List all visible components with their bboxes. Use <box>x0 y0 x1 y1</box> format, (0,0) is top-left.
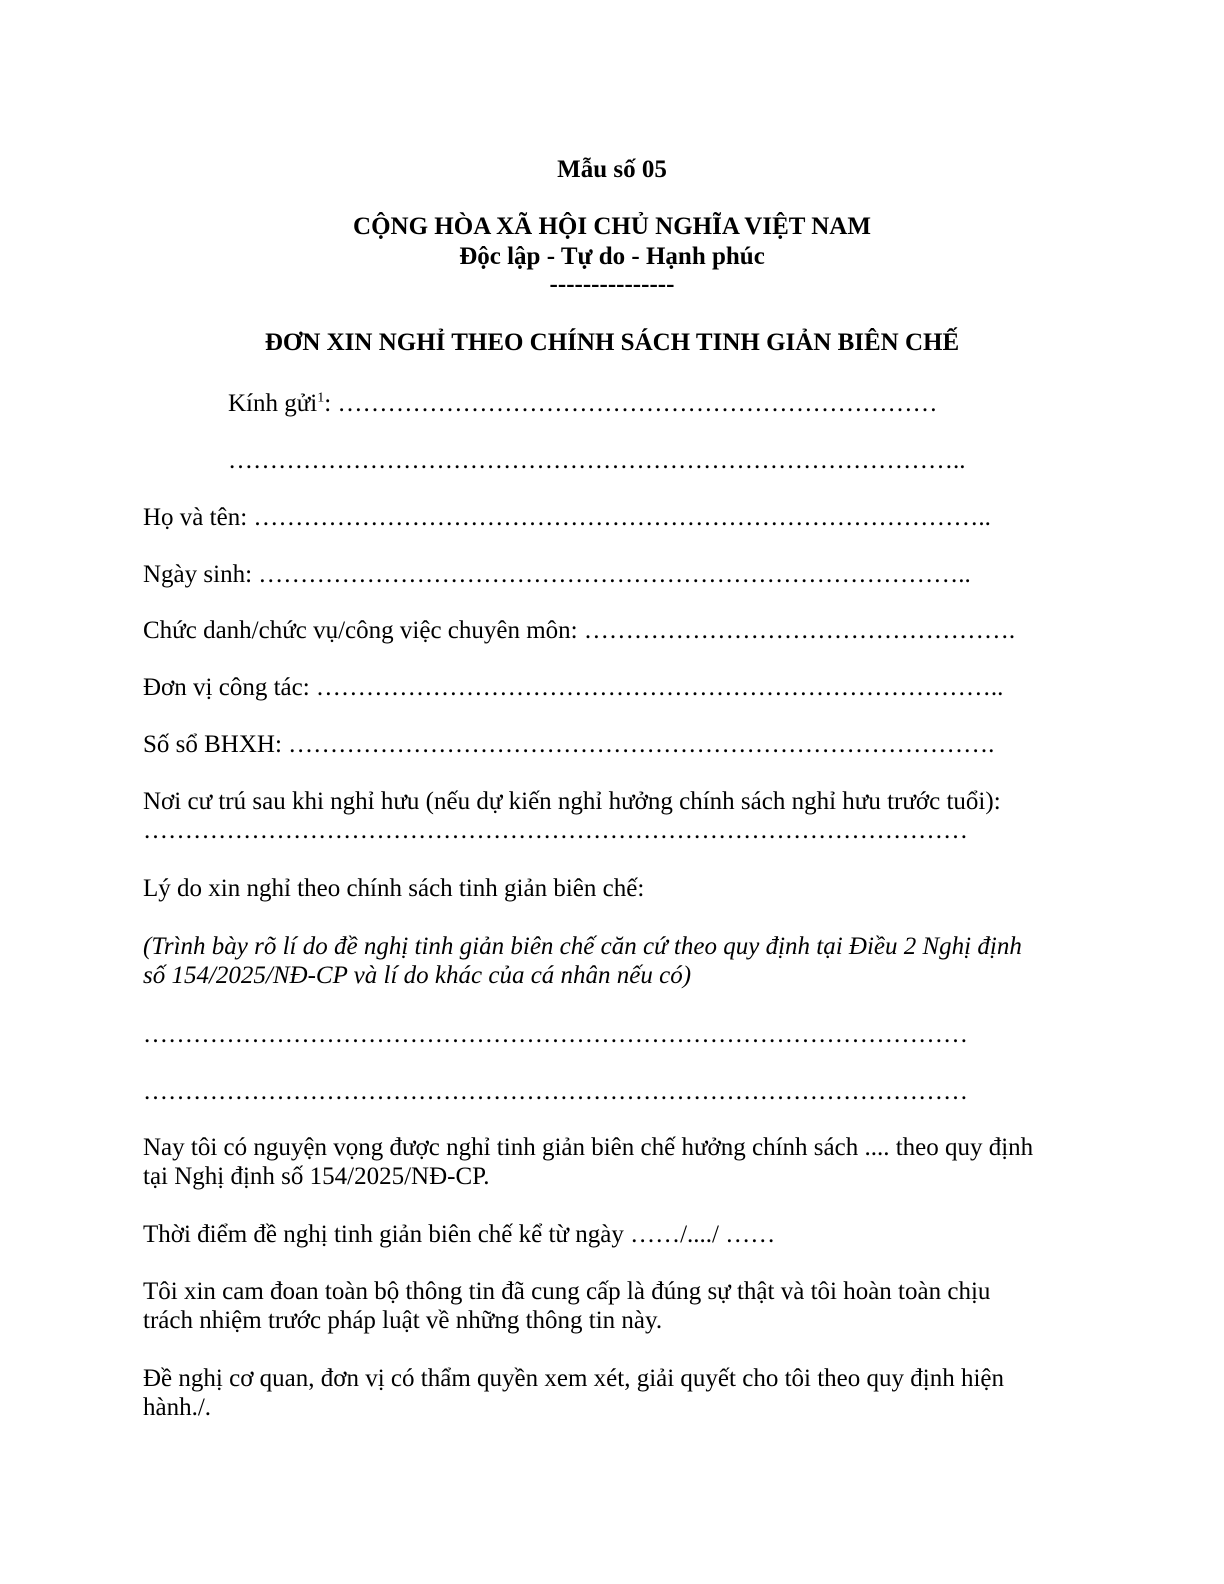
commitment-line-2: trách nhiệm trước pháp luật về những thông tin này. <box>143 1307 663 1334</box>
wish-paragraph-line-1: Nay tôi có nguyện vọng được nghỉ tinh giản biên chế hưởng chính sách .... theo quy định <box>143 1134 1034 1161</box>
header-separator: --------------- <box>549 271 675 298</box>
document-title: ĐƠN XIN NGHỈ THEO CHÍNH SÁCH TINH GIẢN BIÊN CHẾ <box>264 329 960 356</box>
insurance-number-field: Số sổ BHXH: …………………………………………………………………………. <box>143 731 995 758</box>
form-number: Mẫu số 05 <box>557 156 667 183</box>
country-name: CỘNG HÒA XÃ HỘI CHỦ NGHĨA VIỆT NAM <box>353 213 871 240</box>
effective-date-line: Thời điểm đề nghị tinh giản biên chế kể từ ngày ……/..../ …… <box>143 1221 776 1248</box>
reason-dots-line-2: ……………………………………………………………………………………… <box>143 1078 968 1105</box>
residence-dots: ……………………………………………………………………………………… <box>143 817 968 844</box>
position-field: Chức danh/chức vụ/công việc chuyên môn: ……………………………………………. <box>143 617 1016 644</box>
birth-date-field: Ngày sinh: ………………………………………………………………………….. <box>143 561 971 588</box>
request-line-2: hành./. <box>143 1394 212 1421</box>
wish-paragraph-line-2: tại Nghị định số 154/2025/NĐ-CP. <box>143 1163 490 1190</box>
reason-label: Lý do xin nghỉ theo chính sách tinh giản biên chế: <box>143 875 645 902</box>
recipient-line <box>228 389 937 419</box>
recipient-dots: ……………………………………………………………… <box>331 390 938 417</box>
workplace-field: Đơn vị công tác: ……………………………………………………………………….. <box>143 674 1004 701</box>
request-line-1: Đề nghị cơ quan, đơn vị có thẩm quyền xem xét, giải quyết cho tôi theo quy định hiện <box>143 1365 1004 1392</box>
recipient-label: Kính gửi <box>228 390 318 417</box>
national-motto: Độc lập - Tự do - Hạnh phúc <box>459 243 765 270</box>
reason-dots-line-1: ……………………………………………………………………………………… <box>143 1021 968 1048</box>
full-name-field: Họ và tên: …………………………………………………………………………….. <box>143 504 991 531</box>
footnote-marker: 1 <box>317 390 325 406</box>
commitment-line-1: Tôi xin cam đoan toàn bộ thông tin đã cung cấp là đúng sự thật và tôi hoàn toàn chịu <box>143 1278 991 1305</box>
recipient-continuation-dots: …………………………………………………………………………….. <box>228 447 966 474</box>
residence-label: Nơi cư trú sau khi nghỉ hưu (nếu dự kiến nghỉ hưởng chính sách nghỉ hưu trước tuổi): <box>143 788 1001 815</box>
reason-instruction-line-2: số 154/2025/NĐ-CP và lí do khác của cá nhân nếu có) <box>143 962 692 989</box>
recipient-colon: : <box>324 390 332 417</box>
reason-instruction-line-1: (Trình bày rõ lí do đề nghị tinh giản biên chế căn cứ theo quy định tại Điều 2 Nghị định <box>143 933 1022 960</box>
